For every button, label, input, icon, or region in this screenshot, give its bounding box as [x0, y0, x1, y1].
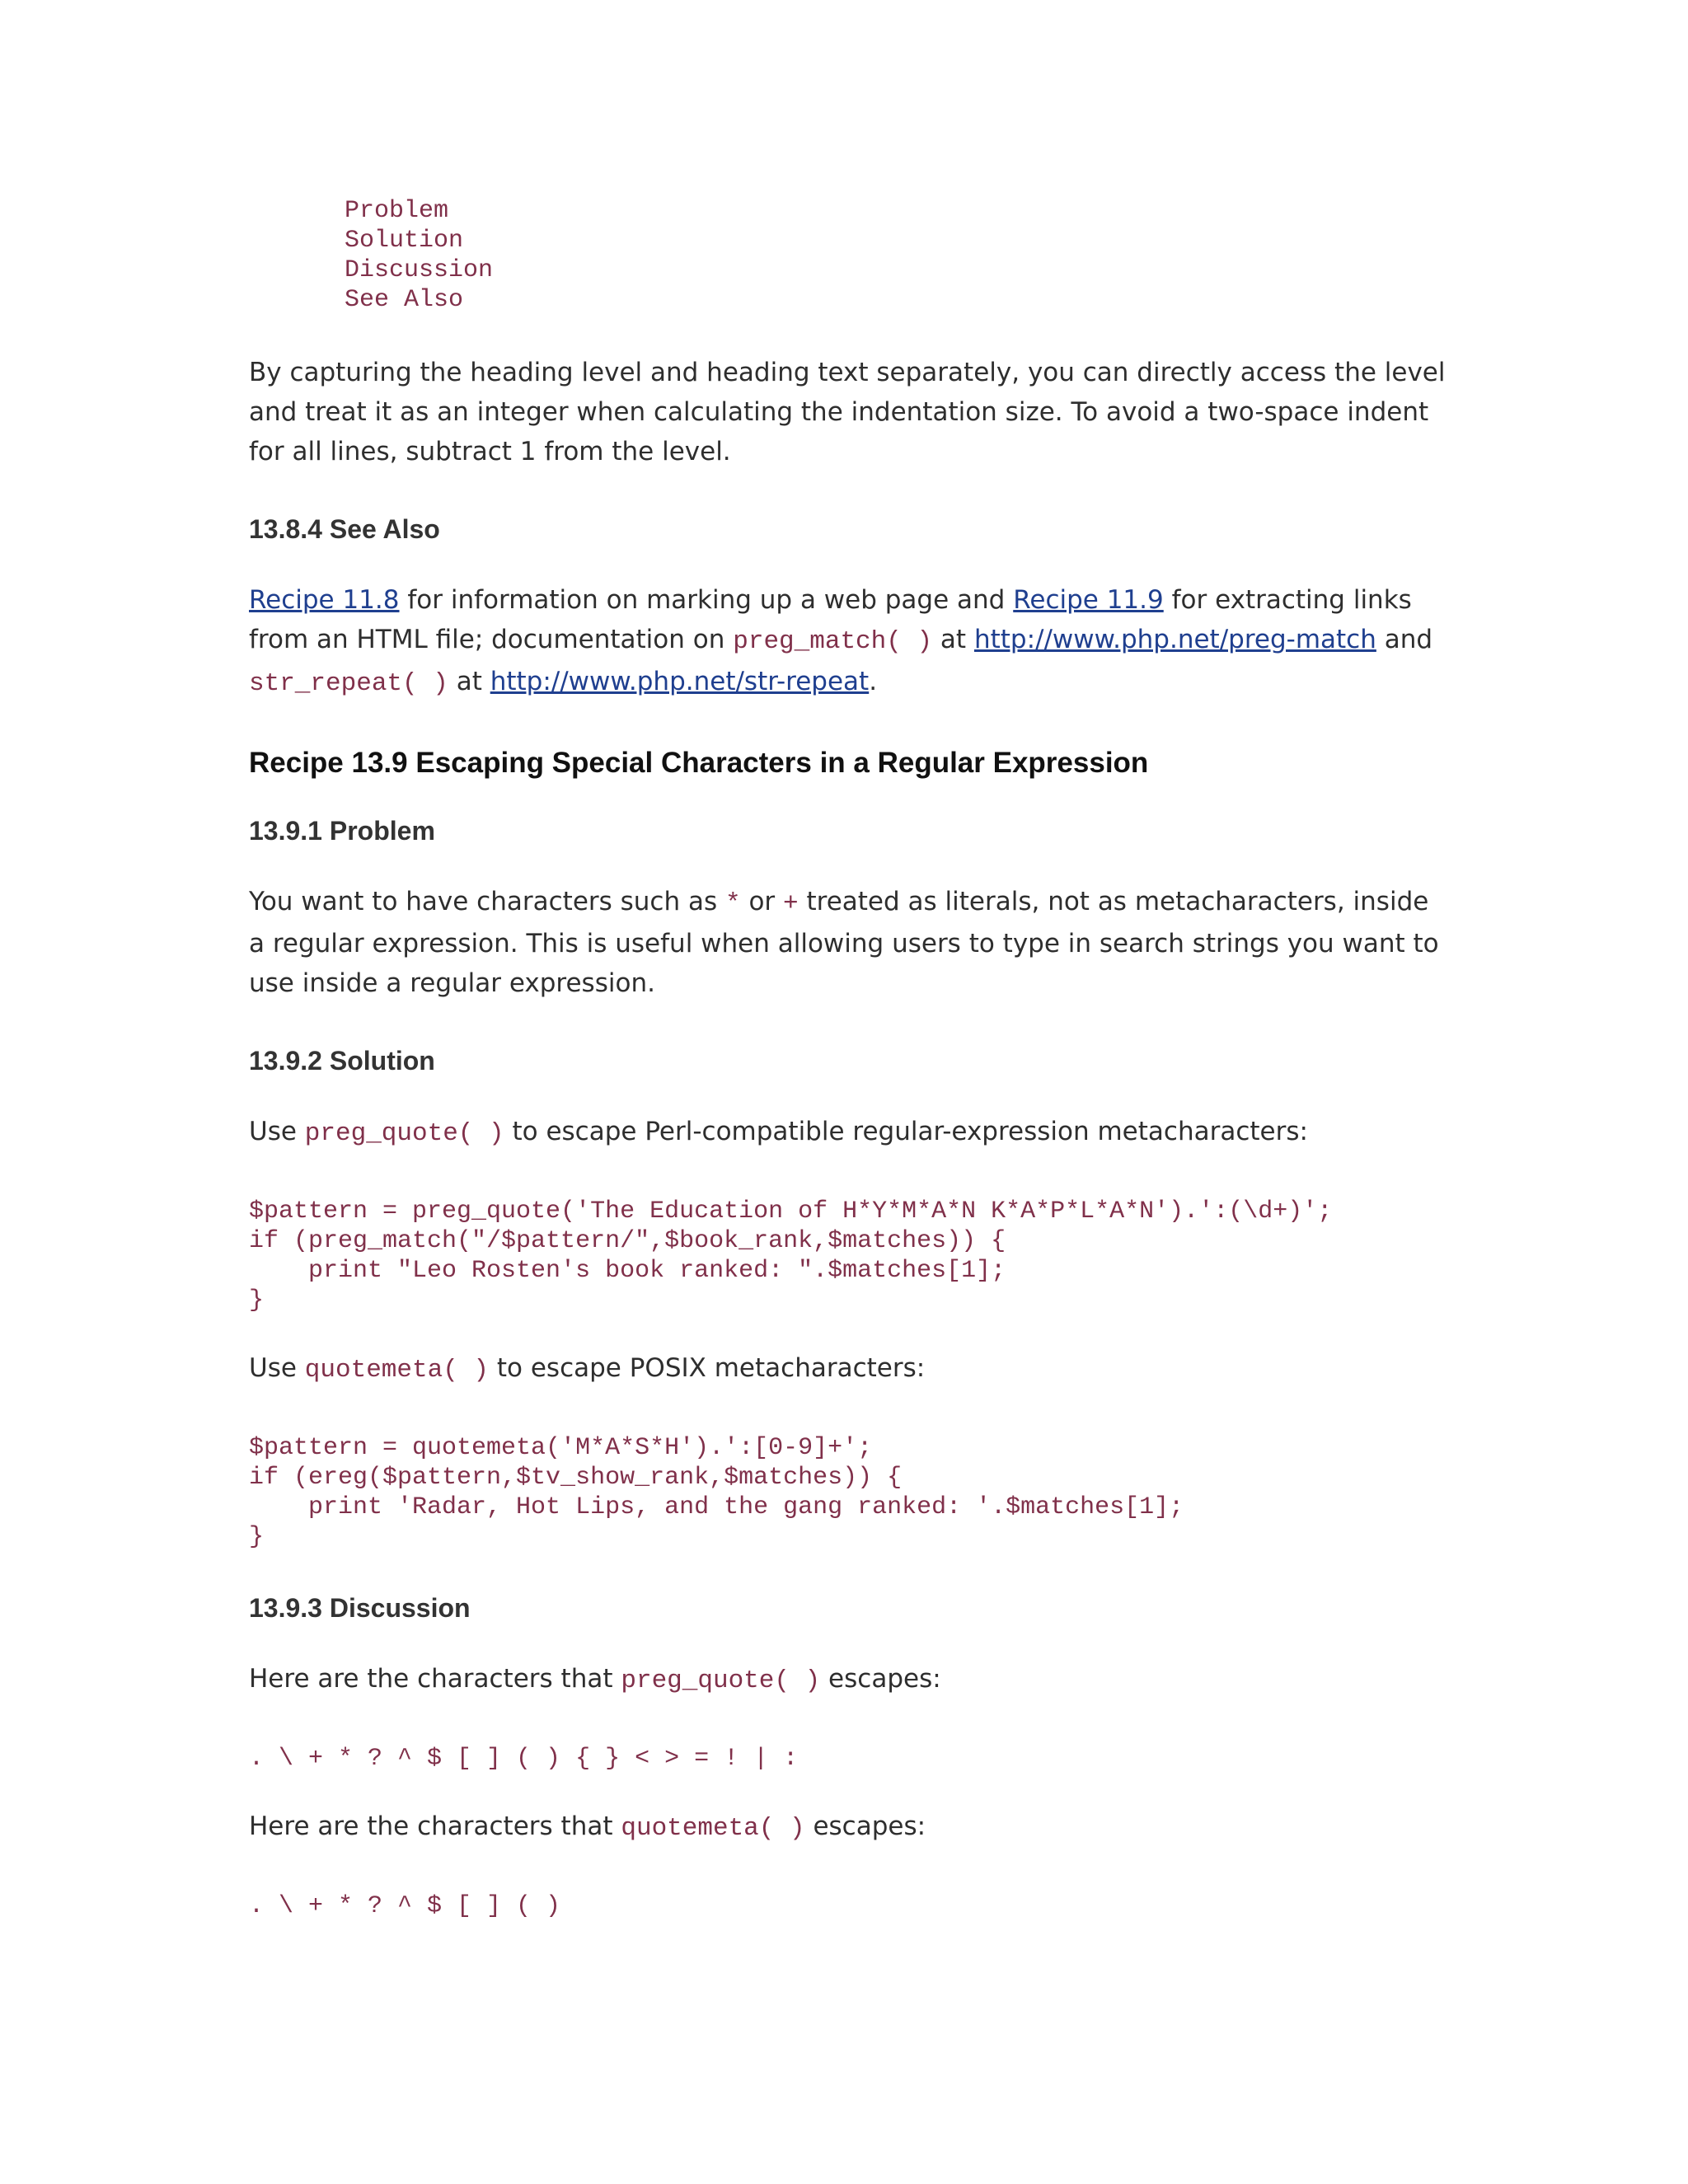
discussion-preg-quote-paragraph — [249, 1659, 1452, 1701]
recipe-heading: Recipe 13.9 Escaping Special Characters in a Regular Expression — [249, 747, 1149, 779]
str-repeat-doc-link[interactable]: http://www.php.net/str-repeat — [490, 667, 870, 696]
document-page — [249, 196, 1452, 1921]
outline-item-see-also: See Also — [345, 286, 464, 314]
solution-intro-1-text-1: Use — [249, 1117, 305, 1146]
code-line: print "Leo Rosten's book ranked: ".$matches[1]; — [249, 1257, 1006, 1285]
discussion-1-text-1: Here are the characters that — [249, 1664, 621, 1694]
problem-text-3: treated as literals, not as metacharacters, inside a regular expression. This is useful when allowing users to type in search strings you want to use inside a regular expression. — [249, 887, 1439, 998]
code-block-quotemeta — [249, 1433, 1452, 1552]
solution-heading: 13.9.2 Solution — [249, 1046, 435, 1076]
code-line: if (preg_match("/$pattern/",$book_rank,$matches)) { — [249, 1227, 1006, 1255]
solution-intro-preg-quote — [249, 1112, 1452, 1154]
see-also-heading: 13.8.4 See Also — [249, 514, 440, 544]
outline-item-problem: Problem — [345, 197, 449, 225]
quotemeta-escaped-chars: . \ + * ? ^ $ [ ] ( ) — [249, 1892, 561, 1920]
outline-item-discussion: Discussion — [345, 256, 494, 284]
asterisk-code: * — [724, 889, 741, 918]
code-line: if (ereg($pattern,$tv_show_rank,$matches)) { — [249, 1464, 903, 1492]
solution-intro-2-text-2: to escape POSIX metacharacters: — [489, 1353, 926, 1383]
solution-intro-2-text-1: Use — [249, 1353, 305, 1383]
problem-heading: 13.9.1 Problem — [249, 816, 435, 846]
discussion-2-text-1: Here are the characters that — [249, 1811, 621, 1841]
code-line: } — [249, 1286, 265, 1315]
see-also-text-1: for information on marking up a web page and — [399, 585, 1014, 615]
quotemeta-code: quotemeta( ) — [621, 1814, 805, 1843]
section-outline — [345, 196, 1452, 315]
outline-item-solution: Solution — [345, 227, 464, 255]
plus-code: + — [783, 889, 799, 918]
discussion-heading: 13.9.3 Discussion — [249, 1593, 471, 1623]
problem-text-2: or — [740, 887, 784, 916]
preg-match-doc-link[interactable]: http://www.php.net/preg-match — [973, 625, 1376, 654]
code-line: $pattern = preg_quote('The Education of H*Y*M*A*N K*A*P*L*A*N').':(\d+)'; — [249, 1197, 1333, 1226]
preg-quote-code: preg_quote( ) — [304, 1119, 504, 1148]
see-also-text-5: at — [448, 667, 490, 696]
quotemeta-code: quotemeta( ) — [304, 1356, 490, 1385]
problem-text-1: You want to have characters such as — [249, 887, 725, 916]
discussion-quotemeta-paragraph — [249, 1807, 1452, 1849]
preg-match-code: preg_match( ) — [733, 627, 933, 656]
recipe-11-9-link[interactable]: Recipe 11.9 — [1013, 585, 1164, 615]
solution-intro-1-text-2: to escape Perl-compatible regular-expression metacharacters: — [504, 1117, 1308, 1146]
see-also-text-2: for extracting links from an HTML file; documentation on — [249, 585, 1412, 654]
see-also-paragraph — [249, 580, 1452, 704]
discussion-1-text-2: escapes: — [820, 1664, 941, 1694]
code-line: print 'Radar, Hot Lips, and the gang ranked: '.$matches[1]; — [249, 1493, 1184, 1521]
see-also-text-3: at — [932, 625, 974, 654]
code-block-preg-quote — [249, 1197, 1452, 1315]
recipe-11-8-link[interactable]: Recipe 11.8 — [249, 585, 400, 615]
see-also-text-6: . — [869, 667, 878, 696]
code-line: } — [249, 1523, 265, 1551]
preg-quote-code: preg_quote( ) — [621, 1666, 821, 1695]
str-repeat-code: str_repeat( ) — [249, 669, 448, 698]
preg-quote-escaped-chars: . \ + * ? ^ $ [ ] ( ) { } < > = ! | : — [249, 1745, 799, 1773]
see-also-text-4: and — [1376, 625, 1433, 654]
discussion-2-text-2: escapes: — [804, 1811, 926, 1841]
problem-paragraph — [249, 882, 1452, 1003]
solution-intro-quotemeta — [249, 1348, 1452, 1390]
intro-paragraph: By capturing the heading level and heading text separately, you can directly access the level and treat it as an integer when calculating the indentation size. To avoid a two-space indent for all lines, subtract 1 from the level. — [249, 358, 1446, 466]
code-line: $pattern = quotemeta('M*A*S*H').':[0-9]+'; — [249, 1434, 873, 1462]
